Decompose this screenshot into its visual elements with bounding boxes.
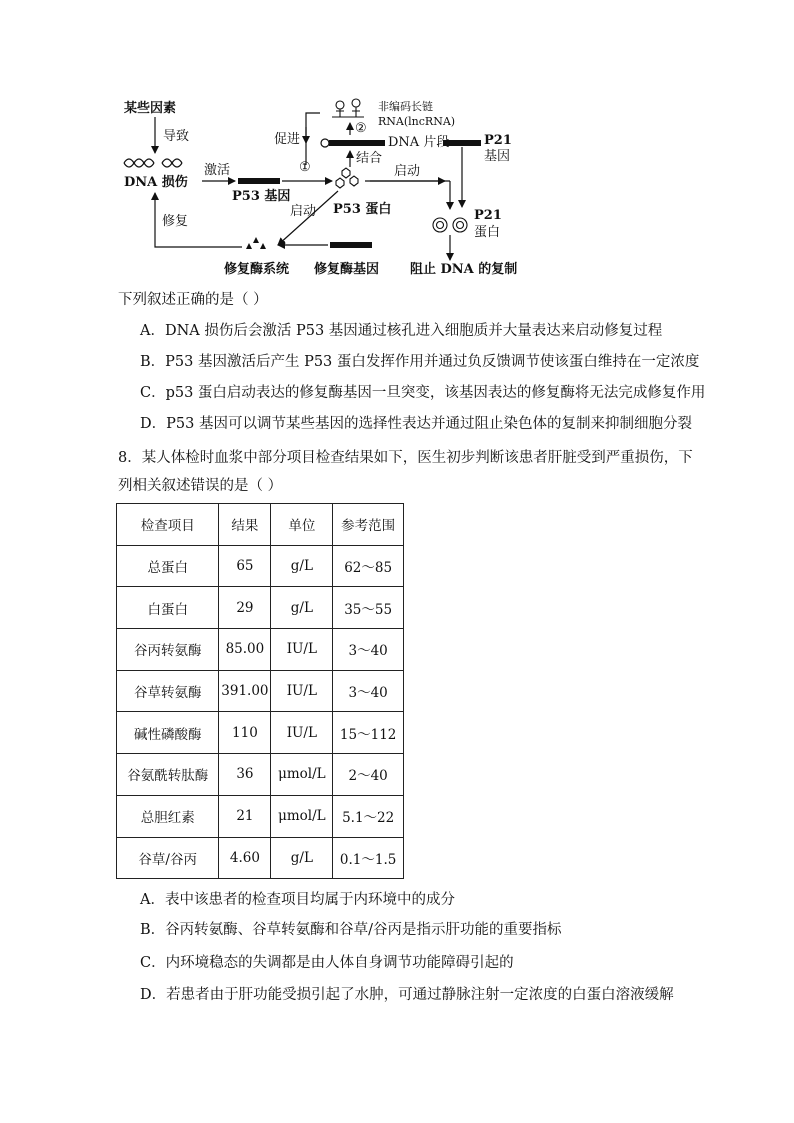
- label-lncrna-2: RNA(lncRNA): [378, 115, 456, 128]
- label-repair: 修复: [162, 214, 189, 229]
- q8-stem-line2: 列相关叙述错误的是（ ）: [118, 478, 283, 494]
- cell-unit: IU/L: [271, 629, 333, 671]
- cell-result: 4.60: [219, 837, 271, 879]
- cell-unit: μmol/L: [271, 754, 333, 796]
- promote-path: [306, 113, 320, 165]
- label-start-right: 启动: [394, 164, 421, 179]
- header-item: 检查项目: [117, 504, 219, 546]
- label-p21-gene-1: P21: [484, 133, 512, 148]
- dna-damage-helix-icon: [124, 159, 182, 167]
- cell-item: 总蛋白: [117, 545, 219, 587]
- cell-unit: g/L: [271, 837, 333, 879]
- cell-range: 0.1～1.5: [333, 837, 404, 879]
- p53-protein-icon: [336, 168, 358, 188]
- cell-item: 谷氨酰转肽酶: [117, 754, 219, 796]
- q8-stem-line1: 8．某人体检时血浆中部分项目检查结果如下，医生初步判断该患者肝脏受到严重损伤，下: [118, 450, 693, 466]
- p53-gene-bar: [238, 178, 280, 184]
- header-result: 结果: [219, 504, 271, 546]
- label-bind: 结合: [356, 151, 383, 166]
- diagram-graphics: [110, 95, 550, 285]
- q7-option-c: C．p53 蛋白启动表达的修复酶基因一旦突变，该基因表达的修复酶将无法完成修复作用: [140, 385, 706, 401]
- label-repair-enzyme-system: 修复酶系统: [224, 262, 290, 277]
- cell-unit: g/L: [271, 545, 333, 587]
- q8-option-b: B．谷丙转氨酶、谷草转氨酶和谷草/谷丙是指示肝功能的重要指标: [140, 922, 562, 938]
- cell-range: 35～55: [333, 587, 404, 629]
- table-row: [117, 795, 404, 837]
- cell-unit: IU/L: [271, 712, 333, 754]
- cell-result: 21: [219, 795, 271, 837]
- header-unit: 单位: [271, 504, 333, 546]
- label-p53-protein: P53 蛋白: [333, 202, 392, 217]
- header-range: 参考范围: [333, 504, 404, 546]
- cell-result: 85.00: [219, 629, 271, 671]
- label-factors: 某些因素: [124, 101, 177, 116]
- cell-unit: g/L: [271, 587, 333, 629]
- label-leads-to: 导致: [163, 129, 190, 144]
- lab-results-table: [116, 503, 404, 879]
- cell-result: 36: [219, 754, 271, 796]
- cell-result: 65: [219, 545, 271, 587]
- q7-option-d: D．P53 基因可以调节某些基因的选择性表达并通过阻止染色体的复制来抑制细胞分裂: [140, 416, 692, 432]
- label-step1: ①: [299, 160, 311, 175]
- label-p21-gene-2: 基因: [484, 149, 511, 164]
- label-activate: 激活: [204, 163, 231, 178]
- table-row: [117, 587, 404, 629]
- cell-unit: IU/L: [271, 670, 333, 712]
- label-block-dna: 阻止 DNA 的复制: [410, 262, 518, 277]
- table-row: [117, 837, 404, 879]
- label-p21-protein-2: 蛋白: [474, 225, 501, 240]
- label-dna-fragment: DNA 片段: [388, 135, 450, 150]
- cell-range: 3～40: [333, 629, 404, 671]
- cell-item: 谷草转氨酶: [117, 670, 219, 712]
- label-p53-gene: P53 基因: [232, 189, 291, 204]
- cell-range: 15～112: [333, 712, 404, 754]
- q7-option-a: A．DNA 损伤后会激活 P53 基因通过核孔进入细胞质并大量表达来启动修复过程: [140, 323, 663, 339]
- label-lncrna-1: 非编码长链: [378, 100, 433, 113]
- q8-option-d: D．若患者由于肝功能受损引起了水肿，可通过静脉注射一定浓度的白蛋白溶液缓解: [140, 987, 674, 1003]
- cell-range: 3～40: [333, 670, 404, 712]
- repair-enzyme-triangles-icon: [246, 237, 266, 249]
- table-row: [117, 754, 404, 796]
- label-repair-enzyme-gene: 修复酶基因: [314, 262, 380, 277]
- q8-option-a: A．表中该患者的检查项目均属于内环境中的成分: [140, 892, 455, 908]
- label-promote: 促进: [274, 132, 301, 147]
- cell-result: 110: [219, 712, 271, 754]
- q7-stem: 下列叙述正确的是（ ）: [118, 292, 268, 308]
- cell-range: 62～85: [333, 545, 404, 587]
- table-row: [117, 670, 404, 712]
- cell-item: 总胆红素: [117, 795, 219, 837]
- dna-fragment-end-icon: [321, 139, 329, 147]
- label-start-down: 启动: [290, 204, 317, 219]
- p21-protein-icon: [433, 218, 467, 232]
- cell-item: 谷草/谷丙: [117, 837, 219, 879]
- dna-fragment-bar: [329, 140, 385, 146]
- label-dna-damage: DNA 损伤: [124, 175, 188, 190]
- cell-range: 2～40: [333, 754, 404, 796]
- cell-result: 391.00: [219, 670, 271, 712]
- table-row: [117, 629, 404, 671]
- cell-item: 谷丙转氨酶: [117, 629, 219, 671]
- table-row: [117, 712, 404, 754]
- table-row: [117, 545, 404, 587]
- q8-option-c: C．内环境稳态的失调都是由人体自身调节功能障碍引起的: [140, 955, 514, 971]
- q7-option-b: B．P53 基因激活后产生 P53 蛋白发挥作用并通过负反馈调节使该蛋白维持在一定浓度: [140, 354, 700, 370]
- table-header-row: [117, 504, 404, 546]
- label-step2: ②: [355, 121, 367, 136]
- cell-item: 碱性磷酸酶: [117, 712, 219, 754]
- p53-pathway-diagram: [110, 95, 550, 285]
- cell-result: 29: [219, 587, 271, 629]
- cell-unit: μmol/L: [271, 795, 333, 837]
- label-p21-protein-1: P21: [474, 208, 502, 223]
- lncrna-hairpin-icon: [332, 99, 364, 117]
- cell-range: 5.1～22: [333, 795, 404, 837]
- cell-item: 白蛋白: [117, 587, 219, 629]
- repair-enzyme-gene-bar: [330, 242, 372, 248]
